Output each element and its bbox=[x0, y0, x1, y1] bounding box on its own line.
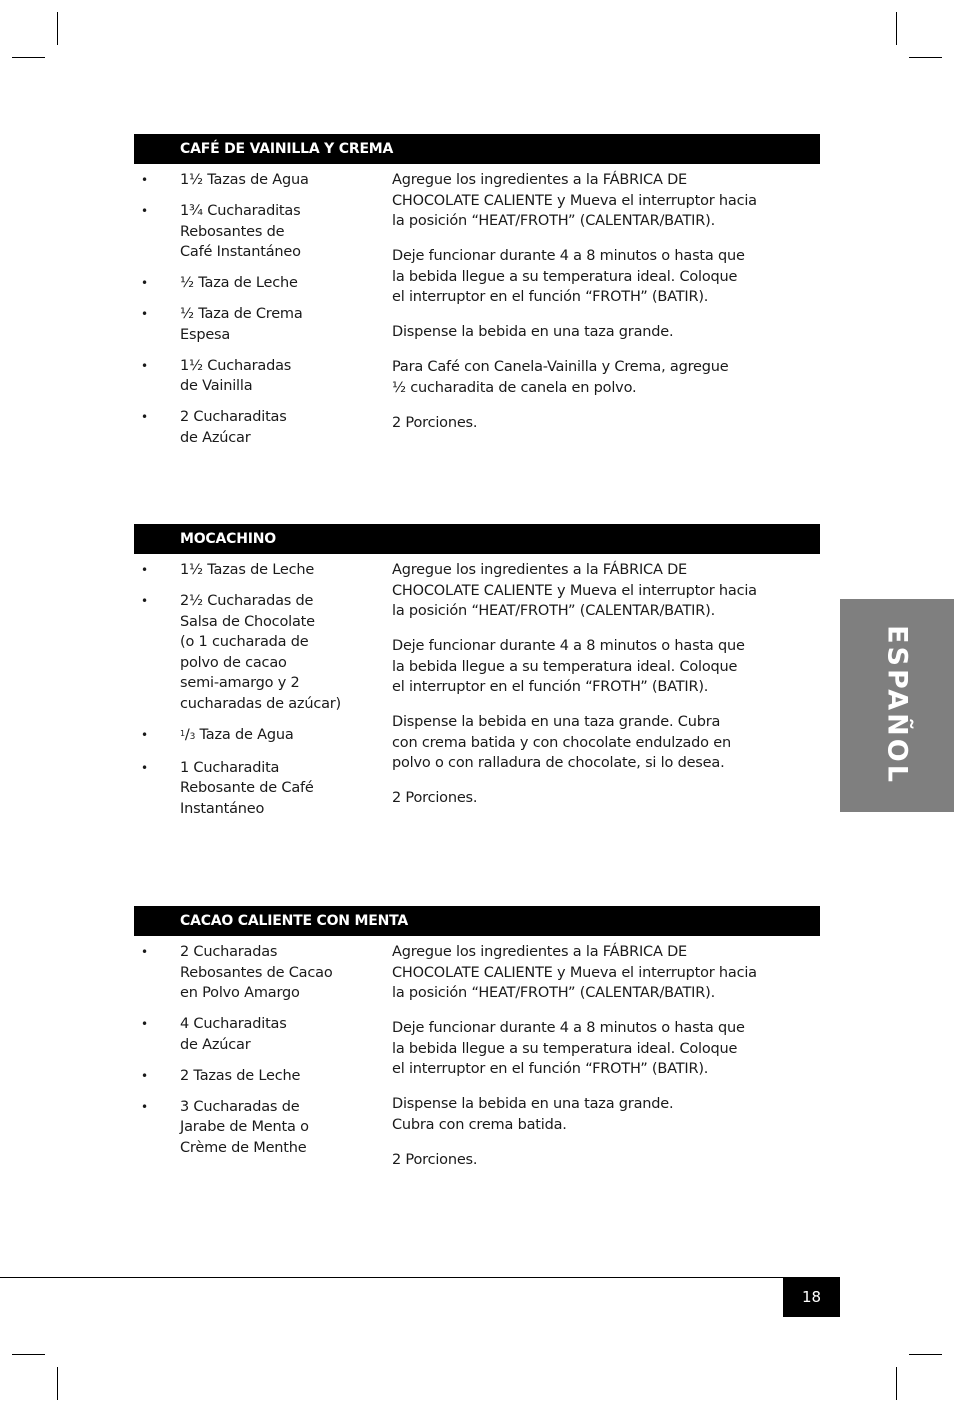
bullet-icon: • bbox=[141, 563, 148, 577]
ingredient-item: • 1½ Cucharadas de Vainilla bbox=[141, 357, 292, 394]
servings: 2 Porciones. bbox=[392, 790, 478, 806]
bullet-icon: • bbox=[141, 1017, 148, 1031]
recipe-section bbox=[134, 906, 820, 1168]
instruction-paragraph: Dispense la bebida en una taza grande. bbox=[392, 324, 674, 340]
bullet-icon: • bbox=[141, 276, 148, 290]
instruction-paragraph: Deje funcionar durante 4 a 8 minutos o hasta que la bebida llegue a su temperatura ideal. Coloque el interruptor en el función “FROTH” (BATIR). bbox=[392, 1020, 745, 1077]
ingredient-item: • 2½ Cucharadas de Salsa de Chocolate (o 1 cucharada de polvo de cacao semi-amargo y 2 cucharadas de azúcar) bbox=[141, 593, 342, 712]
crop-mark bbox=[12, 57, 45, 58]
bullet-icon: • bbox=[141, 1068, 148, 1083]
recipe-title: CAFÉ DE VAINILLA Y CREMA bbox=[134, 134, 820, 164]
instruction-paragraph: Dispense la bebida en una taza grande. Cubra con crema batida y con chocolate endulzado en polvo o con ralladura de chocolate, si lo desea. bbox=[392, 714, 731, 771]
crop-mark bbox=[57, 1367, 58, 1400]
fraction-denominator: 3 bbox=[189, 731, 196, 742]
language-tab-label: ESPAÑOL bbox=[881, 625, 913, 785]
recipe-section bbox=[134, 134, 820, 446]
ingredient-item: • 3 Cucharadas de Jarabe de Menta o Crème de Menthe bbox=[141, 1098, 309, 1156]
bullet-icon: • bbox=[141, 727, 148, 742]
bullet-icon: • bbox=[141, 204, 148, 218]
instructions bbox=[392, 560, 772, 823]
ingredient-list bbox=[134, 170, 364, 459]
ingredient-item: • 1 Cucharadita Rebosante de Café Instantáneo bbox=[141, 759, 314, 817]
ingredient-item: • ½ Taza de Leche bbox=[134, 273, 364, 294]
instruction-paragraph: Agregue los ingredientes a la FÁBRICA DE CHOCOLATE CALIENTE y Mueva el interruptor hacia la posición “HEAT/FROTH” (CALENTAR/BATIR). bbox=[392, 562, 757, 619]
crop-mark bbox=[909, 1354, 942, 1355]
recipe-section bbox=[134, 524, 820, 817]
ingredient-item: • 1¾ Cucharaditas Rebosantes de Café Instantáneo bbox=[141, 203, 301, 260]
instruction-paragraph: Deje funcionar durante 4 a 8 minutos o hasta que la bebida llegue a su temperatura ideal. Coloque el interruptor en el función “FROTH” (BATIR). bbox=[392, 638, 745, 695]
crop-mark bbox=[57, 12, 58, 45]
bullet-icon: • bbox=[141, 1099, 148, 1114]
instruction-paragraph: Agregue los ingredientes a la FÁBRICA DE CHOCOLATE CALIENTE y Mueva el interruptor hacia la posición “HEAT/FROTH” (CALENTAR/BATIR). bbox=[392, 944, 757, 1001]
ingredient-item: • 1½ Tazas de Agua bbox=[134, 170, 364, 191]
ingredient-item: • 4 Cucharaditas de Azúcar bbox=[141, 1016, 287, 1053]
ingredient-list bbox=[134, 942, 364, 1169]
ingredient-item: • 1½ Tazas de Leche bbox=[134, 560, 364, 581]
crop-mark bbox=[896, 1367, 897, 1400]
servings: 2 Porciones. bbox=[392, 1151, 478, 1168]
bullet-icon: • bbox=[141, 410, 148, 424]
ingredient-item: • ½ Taza de Crema Espesa bbox=[141, 306, 303, 343]
bullet-icon: • bbox=[141, 307, 148, 321]
ingredient-item: • 2 Tazas de Leche bbox=[134, 1066, 364, 1087]
ingredient-list bbox=[134, 560, 364, 830]
recipe-title: CACAO CALIENTE CON MENTA bbox=[134, 906, 820, 936]
instruction-paragraph: Agregue los ingredientes a la FÁBRICA DE CHOCOLATE CALIENTE y Mueva el interruptor hacia la posición “HEAT/FROTH” (CALENTAR/BATIR). bbox=[392, 172, 757, 229]
bullet-icon: • bbox=[141, 594, 148, 608]
bullet-icon: • bbox=[141, 760, 148, 775]
instruction-paragraph: Deje funcionar durante 4 a 8 minutos o hasta que la bebida llegue a su temperatura ideal. Coloque el interruptor en el función “FROTH” (BATIR). bbox=[392, 248, 745, 305]
crop-mark bbox=[896, 12, 897, 45]
crop-mark bbox=[909, 57, 942, 58]
crop-mark bbox=[12, 1354, 45, 1355]
language-tab bbox=[840, 599, 954, 812]
ingredient-item: • $^1$/3 Taza de Agua bbox=[134, 725, 364, 748]
instructions bbox=[392, 170, 772, 448]
instructions bbox=[392, 942, 772, 1185]
ingredient-item: • 2 Cucharaditas de Azúcar bbox=[141, 409, 287, 446]
page-number: 18 bbox=[783, 1277, 840, 1317]
bullet-icon: • bbox=[141, 173, 148, 187]
servings: 2 Porciones. bbox=[392, 414, 478, 431]
ingredient-item: • 2 Cucharadas Rebosantes de Cacao en Polvo Amargo bbox=[141, 944, 333, 1001]
recipe-title: MOCACHINO bbox=[134, 524, 820, 554]
footer-rule bbox=[0, 1277, 783, 1278]
instruction-paragraph: Para Café con Canela-Vainilla y Crema, agregue ½ cucharadita de canela en polvo. bbox=[392, 359, 729, 396]
bullet-icon: • bbox=[141, 945, 148, 959]
bullet-icon: • bbox=[141, 358, 148, 373]
fraction-numerator: 1 bbox=[180, 728, 185, 738]
instruction-paragraph: Dispense la bebida en una taza grande. Cubra con crema batida. bbox=[392, 1096, 674, 1133]
